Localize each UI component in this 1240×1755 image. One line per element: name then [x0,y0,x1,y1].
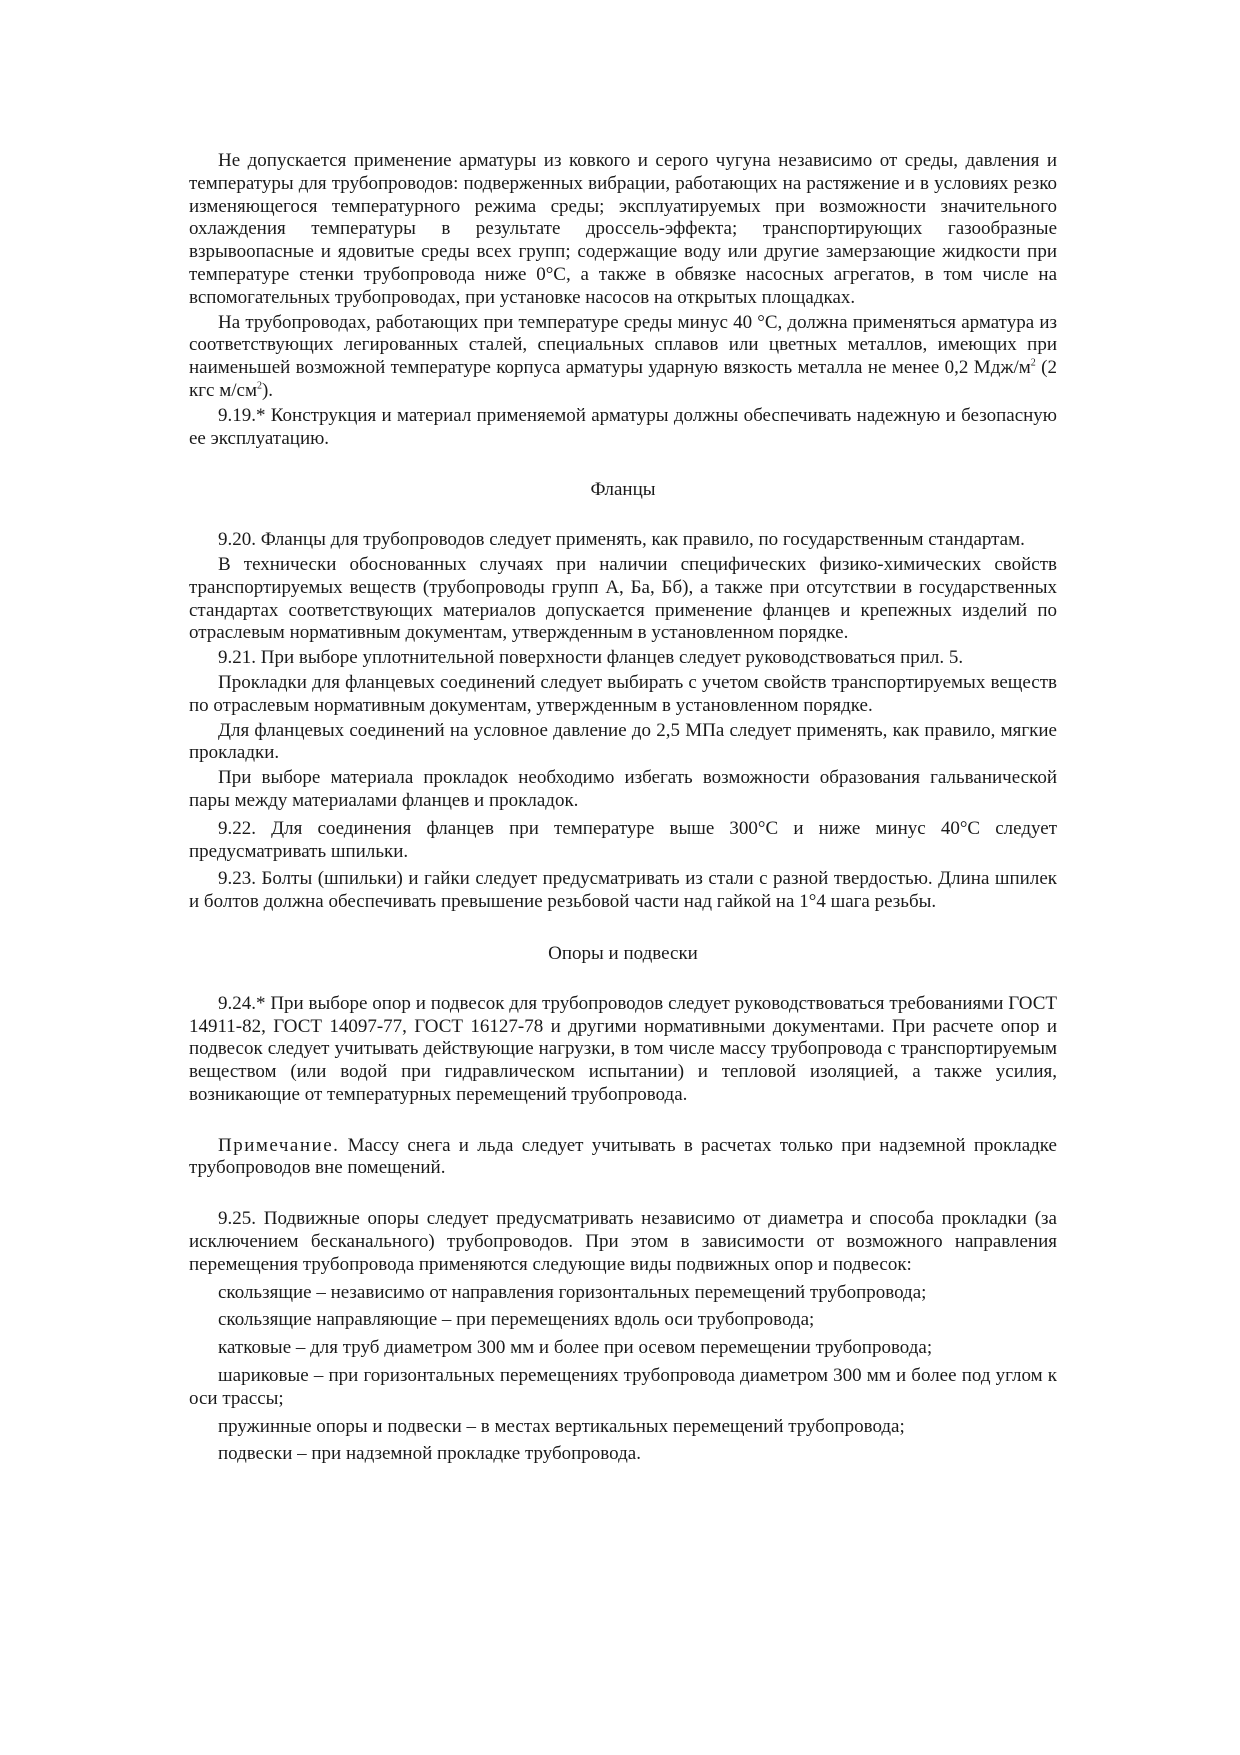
note-label: Примечание. [218,1134,340,1156]
paragraph-galvanic-pair: При выборе материала прокладок необходимо избегать возможности образования гальванической пары между материалами фланцев и прокладок. [189,767,1057,811]
list-item: подвески – при надземной прокладке трубопровода. [218,1443,641,1465]
paragraph-flange-exceptions: В технически обоснованных случаях при наличии специфических физико-химических свойств транспортируемых веществ (трубопроводы групп А, Ба, Бб), а также при отсутствии в государственных стандартах соответствующих материалов допускается применение фланцев и крепежных изделий по отраслевым нормативным документам, утвержденным в установленном порядке. [189,553,1057,644]
paragraph-cast-iron-restrictions: Не допускается применение арматуры из ковкого и серого чугуна независимо от среды, давления и температуры для трубопроводов: подверженных вибрации, работающих на растяжение и в условиях резко изменяющегося температурного режима среды; эксплуатируемых при возможности значительного охлаждения температуры в результате дроссель-эффекта; транспортирующих газообразные взрывоопасные и ядовитые среды всех групп; содержащие воду или другие замерзающие жидкости при температуре стенки трубопровода ниже 0°С, а также в обвязке насосных агрегатов, в том числе на вспомогательных трубопроводах, при установке насосов на открытых площадках. [189,150,1057,308]
paragraph-gaskets: Прокладки для фланцевых соединений следует выбирать с учетом свойств транспортируемых веществ по отраслевым нормативным документам, утвержденным в установленном порядке. [189,671,1057,716]
note-text: Массу снега и льда следует учитывать в расчетах только при надземной прокладке трубопроводов вне помещений. [189,1134,1057,1179]
list-item: пружинные опоры и подвески – в местах вертикальных перемещений трубопровода; [218,1415,905,1437]
list-item: шариковые – при горизонтальных перемещениях трубопровода диаметром 300 мм и более под углом к оси трассы; [189,1365,1057,1409]
paragraph-9-21: 9.21. При выборе уплотнительной поверхности фланцев следует руководствоваться прил. 5. [218,647,964,669]
paragraph-9-22: 9.22. Для соединения фланцев при температуре выше 300°С и ниже минус 40°С следует предусматривать шпильки. [189,817,1057,862]
paragraph-9-20: 9.20. Фланцы для трубопроводов следует применять, как правило, по государственным стандартам. [218,529,1025,551]
paragraph-soft-gaskets: Для фланцевых соединений на условное давление до 2,5 МПа следует применять, как правило, мягкие прокладки. [189,719,1057,764]
text-run: (2 кгс м/см [189,357,1057,401]
paragraph-9-25: 9.25. Подвижные опоры следует предусматривать независимо от диаметра и способа прокладки (за исключением бесканального) трубопроводов. При этом в зависимости от возможного направления перемещения трубопровода применяются следующие виды подвижных опор и подвесок: [189,1208,1057,1275]
paragraph-9-23: 9.23. Болты (шпильки) и гайки следует предусматривать из стали с разной твердостью. Длина шпилек и болтов должна обеспечивать превышение резьбовой части над гайкой на 1°4 шага резьбы. [189,868,1057,913]
superscript: 2 [1030,357,1036,369]
section-heading-flanges: Фланцы [590,479,656,501]
note [189,1135,1057,1181]
section-heading-supports: Опоры и подвески [548,942,698,964]
document-page [189,150,1057,1466]
list-item: скользящие направляющие – при перемещениях вдоль оси трубопровода; [218,1309,815,1331]
paragraph-9-24: 9.24.* При выборе опор и подвесок для трубопроводов следует руководствоваться требованиями ГОСТ 14911-82, ГОСТ 14097-77, ГОСТ 16127-78 и другими нормативными документами. При расчете опор и подвесок следует учитывать действующие нагрузки, в том числе массу трубопровода с транспортируемым веществом (или водой при гидравлическом испытании) и тепловой изоляцией, а также усилия, возникающие от температурных перемещений трубопровода. [189,992,1057,1105]
list-item: катковые – для труб диаметром 300 мм и более при осевом перемещении трубопровода; [218,1337,933,1359]
paragraph-9-19: 9.19.* Конструкция и материал применяемой арматуры должны обеспечивать надежную и безопасную ее эксплуатацию. [189,404,1057,449]
text-run: ). [261,379,274,401]
list-item: скользящие – независимо от направления горизонтальных перемещений трубопровода; [218,1281,927,1303]
paragraph-low-temperature-fittings [189,312,1057,403]
text-run: На трубопроводах, работающих при температуре среды минус 40 °С, должна применяться арматура из соответствующих легированных сталей, специальных сплавов или цветных металлов, имеющих при наименьшей возможной температуре корпуса арматуры ударную вязкость металла не менее 0,2 Мдж/м [189,311,1057,379]
superscript: 2 [256,380,262,392]
